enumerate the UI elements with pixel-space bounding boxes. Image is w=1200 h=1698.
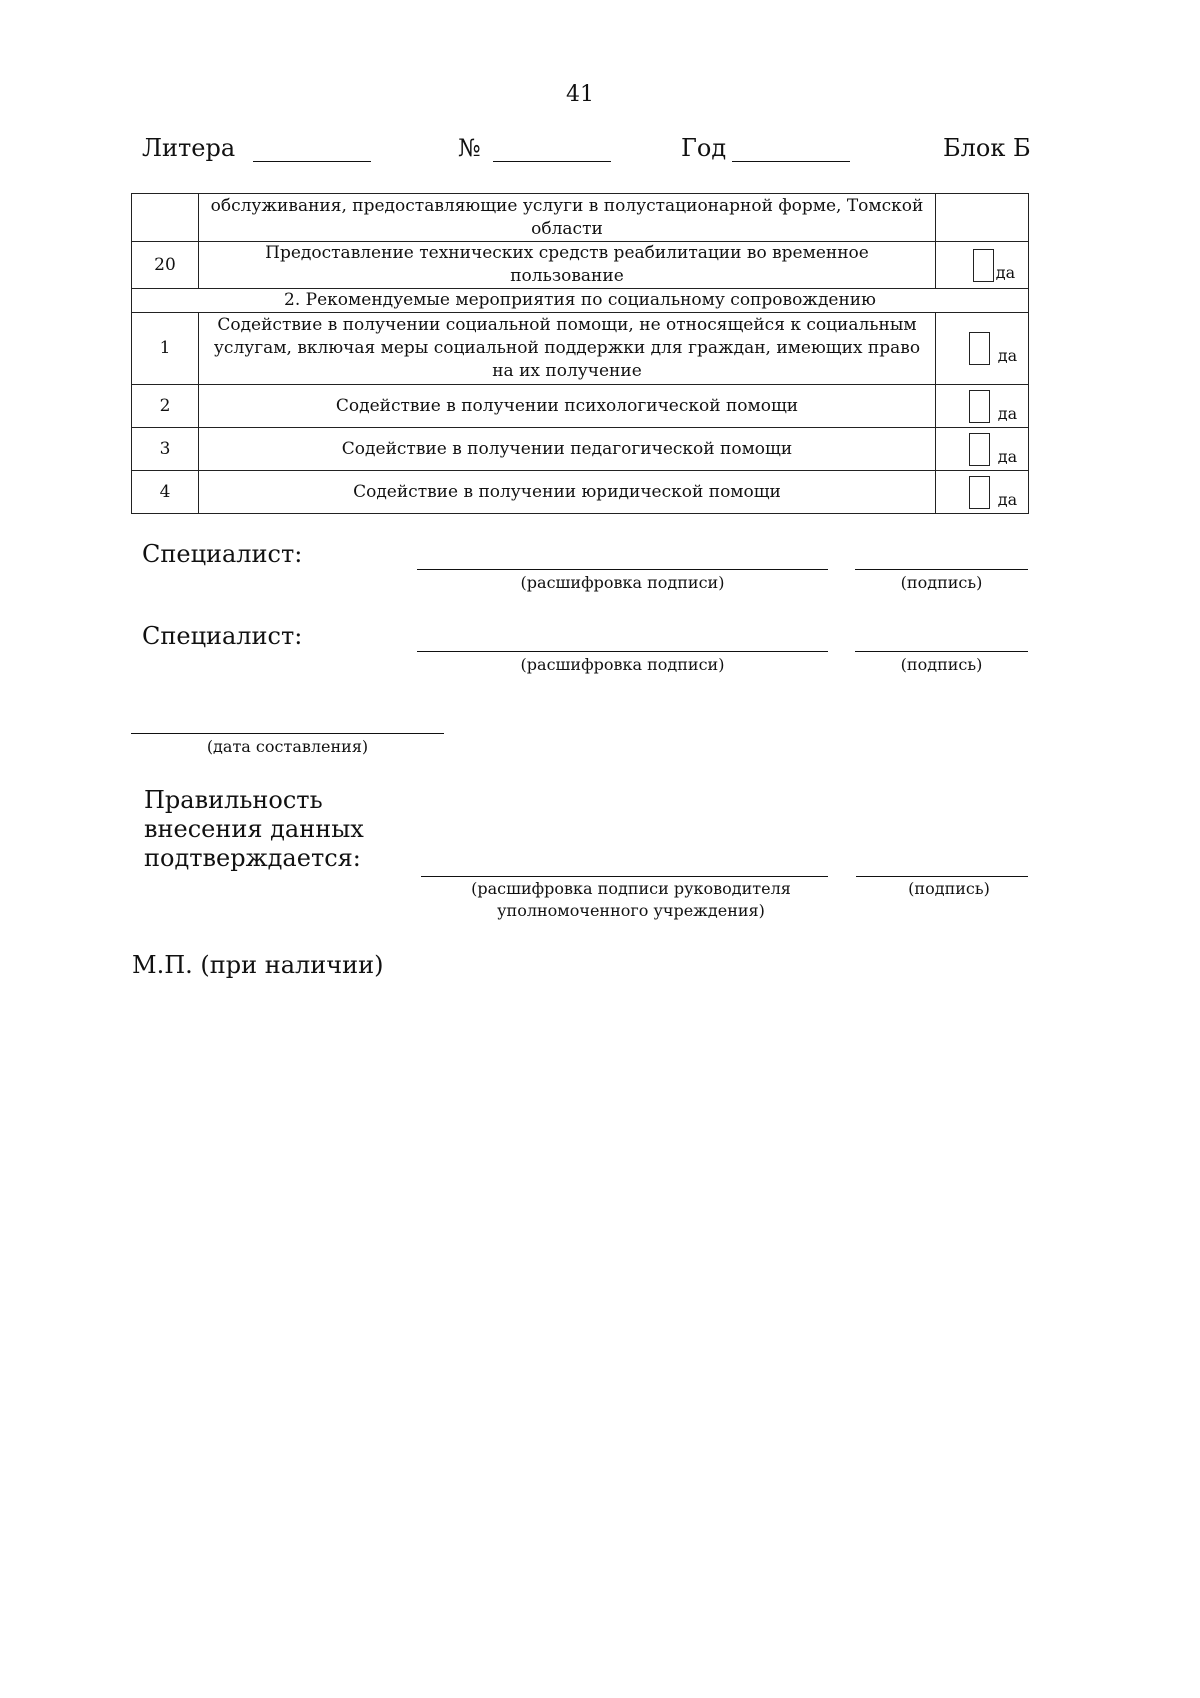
- manager-transcript-caption-line-1: (расшифровка подписи руководителя: [471, 879, 791, 898]
- row-text: Содействие в получении юридической помощи: [199, 471, 936, 514]
- number-label: №: [458, 134, 481, 162]
- table-row: [132, 313, 1029, 385]
- row-number: 2: [132, 385, 199, 428]
- checkbox-label: да: [997, 403, 1018, 423]
- check-cell: [936, 428, 1029, 471]
- row-text: Содействие в получении психологической помощи: [199, 385, 936, 428]
- table-row: [132, 385, 1029, 428]
- table-row: [132, 194, 1029, 242]
- row-number: 3: [132, 428, 199, 471]
- check-cell: [936, 385, 1029, 428]
- specialist-label: Специалист:: [142, 540, 303, 568]
- row-text: Содействие в получении социальной помощи, не относящейся к социальным услугам, включая меры социальной поддержки для граждан, имеющих право на их получение: [199, 313, 936, 385]
- row-text: Предоставление технических средств реабилитации во временное пользование: [199, 242, 936, 289]
- number-blank[interactable]: [493, 161, 611, 162]
- row-text: обслуживания, предоставляющие услуги в полустационарной форме, Томской области: [199, 194, 936, 242]
- litera-blank[interactable]: [253, 161, 371, 162]
- check-cell: [936, 471, 1029, 514]
- table-row: [132, 471, 1029, 514]
- signature-line[interactable]: [855, 651, 1028, 652]
- checkbox[interactable]: [969, 433, 990, 466]
- confirmation-line-2: внесения данных: [144, 815, 364, 843]
- section-title: 2. Рекомендуемые мероприятия по социальному сопровождению: [132, 289, 1029, 313]
- table-row: [132, 242, 1029, 289]
- transcript-caption: (расшифровка подписи): [520, 655, 725, 674]
- checkbox-label: да: [997, 489, 1018, 509]
- manager-signature-line[interactable]: [856, 876, 1028, 877]
- transcript-caption: (расшифровка подписи): [520, 573, 725, 592]
- stamp-label: М.П. (при наличии): [132, 951, 384, 979]
- date-caption: (дата составления): [206, 737, 369, 756]
- checkbox-label: да: [997, 346, 1018, 365]
- checkbox-label: да: [997, 446, 1018, 466]
- block-label: Блок Б: [943, 134, 1031, 162]
- checkbox[interactable]: [969, 390, 990, 423]
- date-line[interactable]: [131, 733, 444, 734]
- table-row: [132, 428, 1029, 471]
- year-blank[interactable]: [732, 161, 850, 162]
- row-text: Содействие в получении педагогической помощи: [199, 428, 936, 471]
- signature-caption: (подпись): [900, 573, 983, 592]
- transcript-line[interactable]: [417, 651, 828, 652]
- transcript-line[interactable]: [417, 569, 828, 570]
- page-number: 41: [566, 82, 594, 107]
- signature-caption: (подпись): [900, 655, 983, 674]
- litera-label: Литера: [142, 134, 236, 162]
- confirmation-line-3: подтверждается:: [144, 844, 361, 872]
- section-row: [132, 289, 1029, 313]
- manager-transcript-line[interactable]: [421, 876, 828, 877]
- specialist-label: Специалист:: [142, 622, 303, 650]
- confirmation-label: [144, 786, 364, 873]
- year-label: Год: [681, 134, 727, 162]
- confirmation-line-1: Правильность: [144, 786, 323, 814]
- manager-transcript-caption-line-2: уполномоченного учреждения): [497, 901, 765, 920]
- services-table: [131, 193, 1029, 514]
- row-number: 4: [132, 471, 199, 514]
- check-cell: [936, 313, 1029, 385]
- manager-transcript-caption: [421, 878, 841, 922]
- check-cell: [936, 194, 1029, 242]
- checkbox[interactable]: [973, 249, 994, 282]
- checkbox[interactable]: [969, 332, 990, 365]
- row-number: 1: [132, 313, 199, 385]
- row-number: [132, 194, 199, 242]
- check-cell: [936, 242, 1029, 289]
- manager-signature-caption: (подпись): [908, 879, 990, 898]
- checkbox-label: да: [995, 262, 1016, 282]
- row-number: 20: [132, 242, 199, 289]
- checkbox[interactable]: [969, 476, 990, 509]
- signature-line[interactable]: [855, 569, 1028, 570]
